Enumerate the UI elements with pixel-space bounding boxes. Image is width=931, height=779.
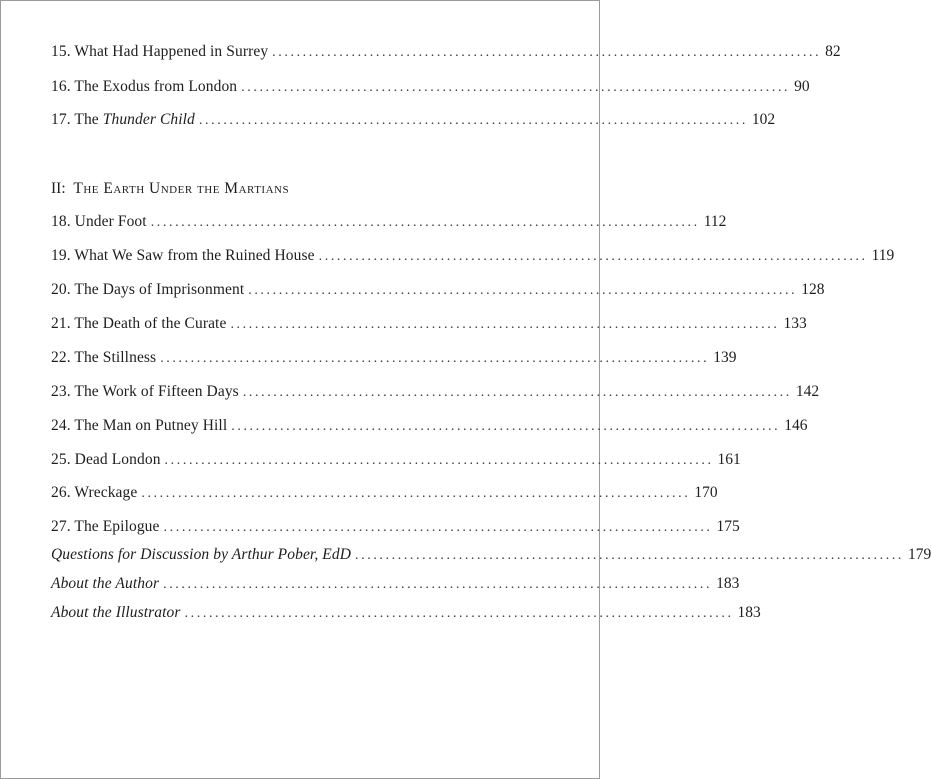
toc-entry-27 — [51, 516, 740, 538]
toc-entry-page: 128 — [801, 281, 825, 298]
toc-entry-18 — [51, 211, 727, 233]
toc-entry-21 — [51, 313, 807, 335]
toc-entry-24 — [51, 415, 808, 437]
toc-entry-title: About the Illustrator — [51, 604, 181, 621]
toc-entry-15 — [51, 41, 841, 63]
toc-entry-questions — [51, 544, 931, 566]
dot-leader: .......................................................................................... — [150, 215, 700, 230]
toc-entry-16 — [51, 76, 810, 98]
toc-entry-page: 82 — [825, 43, 841, 60]
toc-entry-title: About the Author — [51, 575, 160, 592]
dot-leader: .......................................................................................... — [163, 520, 713, 535]
toc-entry-title: 27. The Epilogue — [51, 518, 160, 535]
toc-entry-page: 119 — [871, 247, 895, 264]
dot-leader: .......................................................................................... — [198, 113, 748, 128]
dot-leader: .......................................................................................... — [241, 80, 791, 95]
toc-entry-page: 183 — [716, 575, 740, 592]
toc-entry-page: 112 — [703, 213, 727, 230]
toc-entry-about-illustrator — [51, 602, 761, 624]
toc-entry-title: 25. Dead London — [51, 451, 161, 468]
dot-leader: .......................................................................................... — [184, 606, 734, 621]
part-title: The Earth Under the Martians — [73, 180, 290, 197]
toc-entry-title: 24. The Man on Putney Hill — [51, 417, 228, 434]
dot-leader: .......................................................................................... — [163, 577, 713, 592]
part-heading — [51, 178, 289, 200]
toc-entry-page: 183 — [737, 604, 761, 621]
toc-entry-page: 142 — [795, 383, 820, 400]
toc-entry-23 — [51, 381, 820, 403]
toc-entry-page: 170 — [694, 484, 718, 501]
toc-entry-title: 16. The Exodus from London — [51, 78, 238, 95]
dot-leader: .......................................................................................... — [160, 351, 710, 366]
toc-entry-20 — [51, 279, 825, 301]
toc-entry-title: 20. The Days of Imprisonment — [51, 281, 245, 298]
dot-leader: .......................................................................................... — [231, 419, 781, 434]
toc-entry-title-italic: Thunder Child — [102, 111, 195, 128]
toc-entry-page: 133 — [783, 315, 807, 332]
dot-leader: .......................................................................................... — [272, 45, 822, 60]
toc-entry-26 — [51, 482, 718, 504]
toc-entry-page: 175 — [716, 518, 740, 535]
toc-entry-about-author — [51, 573, 740, 595]
toc-entry-page: 102 — [751, 111, 776, 128]
toc-entry-page: 161 — [717, 451, 741, 468]
part-number: II: — [51, 180, 66, 197]
toc-entry-title: 19. What We Saw from the Ruined House — [51, 247, 315, 264]
toc-entry-22 — [51, 347, 737, 369]
dot-leader: .......................................................................................... — [230, 317, 780, 332]
toc-entry-19 — [51, 245, 895, 267]
toc-entry-title: 21. The Death of the Curate — [51, 315, 227, 332]
toc-entry-25 — [51, 449, 741, 471]
toc-entry-page: 146 — [784, 417, 808, 434]
toc-entry-title-prefix: 17. The — [51, 111, 103, 128]
toc-entry-title: Questions for Discussion by Arthur Pober, EdD — [51, 546, 352, 563]
dot-leader: .......................................................................................... — [141, 486, 691, 501]
toc-entry-page: 139 — [713, 349, 737, 366]
dot-leader: .......................................................................................... — [164, 453, 714, 468]
toc-entry-title: 23. The Work of Fifteen Days — [51, 383, 239, 400]
dot-leader: .......................................................................................... — [355, 548, 905, 563]
toc-entry-17 — [51, 109, 776, 131]
toc-entry-page: 90 — [794, 78, 810, 95]
dot-leader: .......................................................................................... — [242, 385, 792, 400]
toc-entry-page: 179 — [908, 546, 931, 563]
toc-entry-title: 26. Wreckage — [51, 484, 138, 501]
dot-leader: .......................................................................................... — [248, 283, 798, 298]
toc-entry-title: 15. What Had Happened in Surrey — [51, 43, 269, 60]
toc-entry-title: 22. The Stillness — [51, 349, 157, 366]
toc-entry-title — [51, 109, 195, 131]
dot-leader: .......................................................................................... — [318, 249, 868, 264]
toc-entry-title: 18. Under Foot — [51, 213, 147, 230]
